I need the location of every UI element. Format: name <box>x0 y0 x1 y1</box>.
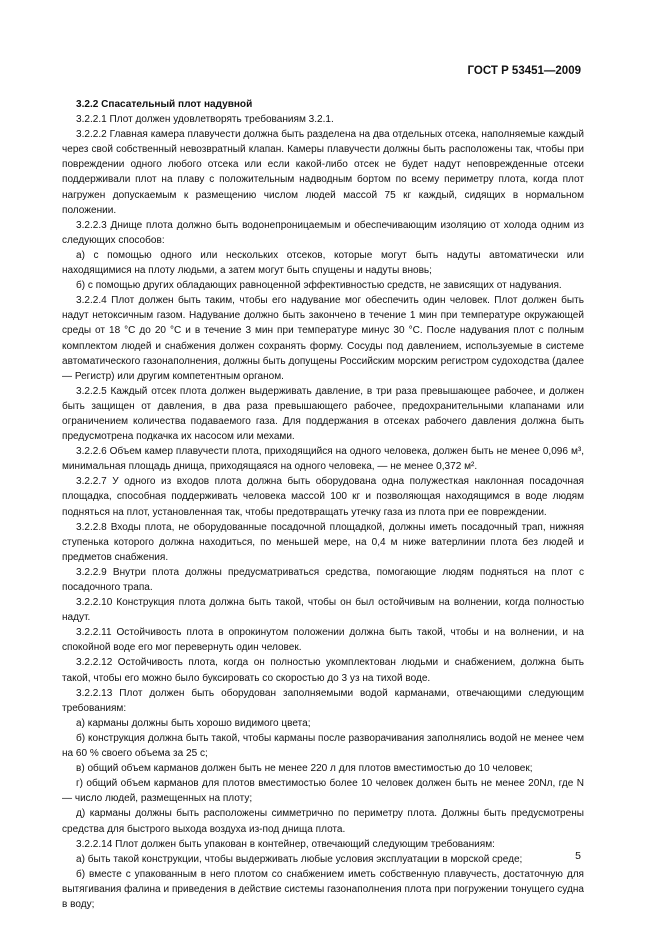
paragraph: 3.2.2.8 Входы плота, не оборудованные посадочной площадкой, должны иметь посадочный трап, нижняя ступенька которого должна находиться, по меньшей мере, на 0,4 м ниже ватерлинии плота без людей и предметов снабжения. <box>62 521 584 563</box>
paragraph-list <box>62 112 584 912</box>
paragraph: б) вместе с упакованным в него плотом со снабжением иметь собственную плавучесть, достаточную для вытягивания фалина и приведения в действие системы газонаполнения плота при погружении тонущего судна в воду; <box>62 868 584 910</box>
paragraph: 3.2.2.4 Плот должен быть таким, чтобы его надувание мог обеспечить один человек. Плот должен быть надут нетоксичным газом. Надувание должно быть закончено в течение 1 мин при температуре окружающей среды от 18 °С до 20 °С и в течение 3 мин при температуре минус 30 °С. После надувания плот с полным комплектом людей и снабжения должен сохранять форму. Сосуды под давлением, используемые в системе автоматического газонаполнения, должны быть допущены Российским морским регистром судоходства (далее — Регистр) или другим компетентным органом. <box>62 295 584 382</box>
paragraph: 3.2.2.9 Внутри плота должны предусматриваться средства, помогающие людям подняться на плот с посадочного трапа. <box>62 566 584 593</box>
document-body <box>62 97 584 912</box>
section-title: 3.2.2 Спасательный плот надувной <box>76 99 253 110</box>
paragraph: а) карманы должны быть хорошо видимого цвета; <box>76 717 311 729</box>
paragraph: а) быть такой конструкции, чтобы выдерживать любые условия эксплуатации в морской среде; <box>76 853 523 865</box>
page-number: 5 <box>575 850 581 862</box>
paragraph: 3.2.2.5 Каждый отсек плота должен выдерживать давление, в три раза превышающее рабочее, и должен быть защищен от давления, в два раза превышающего рабочее, предохранительными клапанами или ограничением количества подаваемого газа. Для поддержания в отсеках рабочего давления должна быть предусмотрена подкачка их насосом или мехами. <box>62 385 584 443</box>
paragraph: 3.2.2.7 У одного из входов плота должна быть оборудована одна полужесткая наклонная посадочная площадка, способная поддерживать человека массой 100 кг и позволяющая находящимся в воде людям подняться на плот, установленная так, чтобы предотвращать утечку газа из плота при ее повреждении. <box>62 476 584 518</box>
paragraph: 3.2.2.3 Днище плота должно быть водонепроницаемым и обеспечивающим изоляцию от холода одним из следующих способов: <box>62 219 584 246</box>
paragraph: 3.2.2.13 Плот должен быть оборудован заполняемыми водой карманами, отвечающими следующим требованиям: <box>62 687 584 714</box>
paragraph: 3.2.2.6 Объем камер плавучести плота, приходящийся на одного человека, должен быть не менее 0,096 м³, минимальная площадь днища, приходящаяся на одного человека, — не менее 0,372 м². <box>62 446 584 473</box>
paragraph: 3.2.2.11 Остойчивость плота в опрокинутом положении должна быть такой, чтобы и на волнении, и на спокойной воде его мог перевернуть один человек. <box>62 627 584 654</box>
paragraph: 3.2.2.10 Конструкция плота должна быть такой, чтобы он был остойчивым на волнении, когда полностью надут. <box>62 597 584 624</box>
paragraph: б) конструкция должна быть такой, чтобы карманы после разворачивания заполнялись водой не менее чем на 60 % своего объема за 25 с; <box>62 732 584 760</box>
paragraph: 3.2.2.12 Остойчивость плота, когда он полностью укомплектован людьми и снабжением, должна быть такой, чтобы его можно было буксировать со скоростью до 3 уз на тихой воде. <box>62 657 584 684</box>
paragraph: г) общий объем карманов для плотов вместимостью более 10 человек должен быть не менее 20Nл, где N — число людей, размещенных на плоту; <box>62 778 584 805</box>
paragraph: 3.2.2.2 Главная камера плавучести должна быть разделена на два отдельных отсека, наполняемые каждый через свой собственный невозвратный клапан. Камеры плавучести должны быть расположены так, чтобы при повреждении одного любого отсека или если какой-либо отсек не будет надут неповрежденные отсеки поддерживали плот на плаву с положительным надводным бортом по всему периметру плота, когда плот нагружен допускаемым к размещению числом людей массой 75 кг каждый, сидящих в нормальном положении. <box>62 129 584 216</box>
paragraph: б) с помощью других обладающих равноценной эффективностью средств, не зависящих от надувания. <box>76 280 562 292</box>
document-id: ГОСТ Р 53451—2009 <box>467 65 581 77</box>
paragraph: 3.2.2.14 Плот должен быть упакован в контейнер, отвечающий следующим требованиям: <box>76 838 495 850</box>
document-header <box>468 65 581 77</box>
paragraph: а) с помощью одного или нескольких отсеков, которые могут быть надуты автоматически или находящимися на плоту людьми, а затем могут быть спущены и надуты вновь; <box>62 249 584 277</box>
paragraph: 3.2.2.1 Плот должен удовлетворять требованиям 3.2.1. <box>76 114 334 126</box>
paragraph: в) общий объем карманов должен быть не менее 220 л для плотов вместимостью до 10 человек; <box>76 763 533 775</box>
paragraph: д) карманы должны быть расположены симметрично по периметру плота. Должны быть предусмотрены средства для быстрого выхода воздуха из-под днища плота. <box>62 808 584 835</box>
